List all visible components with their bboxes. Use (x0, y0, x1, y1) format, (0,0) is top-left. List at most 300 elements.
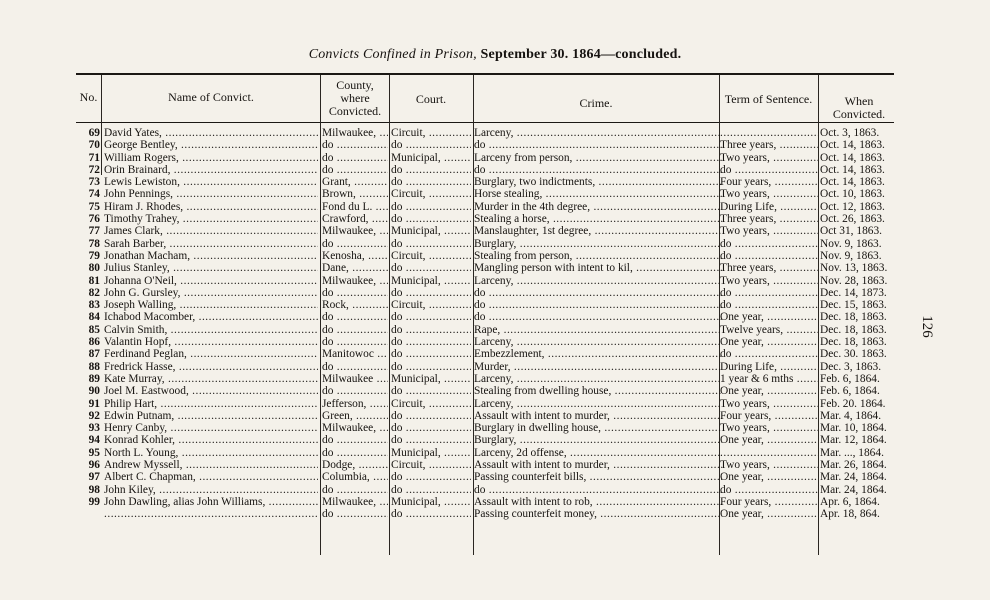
cell-when-text: Dec. 30. 1863. (820, 348, 887, 361)
cell-term (720, 348, 818, 360)
table-row (76, 398, 906, 410)
cell-no-text: 89 (88, 372, 100, 385)
cell-county (322, 459, 388, 471)
cell-court (391, 471, 471, 483)
cell-no-text: 92 (88, 409, 100, 422)
cell-court (391, 213, 471, 225)
cell-name-text: Andrew Myssell, ..... (104, 459, 318, 471)
table-row (76, 287, 906, 299)
cell-name (104, 447, 318, 459)
table-row (76, 238, 906, 250)
table-row (76, 434, 906, 446)
cell-county (322, 422, 388, 434)
cell-no-text: 82 (88, 286, 100, 299)
cell-name-text: Ichabod Macomber, ..... (104, 311, 318, 323)
cell-no-text: 79 (88, 249, 100, 262)
cell-crime-text: Larceny, ..... (474, 373, 722, 385)
cell-name-text: Kate Murray, ..... (104, 373, 318, 385)
cell-crime (474, 385, 722, 397)
cell-name-text: Orin Brainard, ..... (104, 164, 318, 176)
cell-no (76, 287, 100, 299)
cell-county (322, 398, 388, 410)
cell-name-text (104, 508, 318, 520)
cell-when (820, 410, 902, 422)
cell-crime-text: Larceny, ..... (474, 398, 722, 410)
cell-term (720, 164, 818, 176)
cell-when-text: Oct. 14, 1863. (820, 163, 885, 176)
cell-term-text: do ..... (720, 484, 818, 496)
cell-term-text: Four years, ..... (720, 176, 818, 188)
convict-table-body (76, 127, 906, 521)
cell-county-text: do ..... (322, 385, 388, 397)
table-row (76, 324, 906, 336)
cell-court-text: do ..... (391, 361, 471, 373)
cell-no-text: 75 (88, 200, 100, 213)
cell-county (322, 447, 388, 459)
cell-when-text: Feb. 6, 1864. (820, 372, 880, 385)
cell-name (104, 213, 318, 225)
cell-crime-text: do ..... (474, 287, 722, 299)
cell-county (322, 361, 388, 373)
table-row (76, 361, 906, 373)
cell-name (104, 459, 318, 471)
cell-county-text: Rock, ..... (322, 299, 388, 311)
cell-crime-text: do ..... (474, 311, 722, 323)
cell-name (104, 188, 318, 200)
cell-name (104, 324, 318, 336)
title-prefix: Convicts Confined in Prison, (308, 47, 477, 62)
cell-term (720, 188, 818, 200)
cell-no-text: 76 (88, 213, 100, 226)
cell-crime-text: Passing counterfeit bills, ..... (474, 471, 722, 483)
cell-court (391, 447, 471, 459)
cell-name-text: Edwin Putnam, ..... (104, 410, 318, 422)
cell-name-text: Timothy Trahey, ..... (104, 213, 318, 225)
cell-term (720, 275, 818, 287)
cell-no-text: 80 (88, 262, 100, 275)
cell-court (391, 434, 471, 446)
cell-term-text: One year, ..... (720, 336, 818, 348)
cell-term (720, 287, 818, 299)
cell-no (76, 213, 100, 225)
cell-term-text: During Life, ..... (720, 201, 818, 213)
cell-term (720, 410, 818, 422)
cell-crime-text: Larceny, ..... (474, 275, 722, 287)
cell-no (76, 348, 100, 360)
cell-name (104, 336, 318, 348)
cell-term-text: One year, ..... (720, 471, 818, 483)
cell-crime (474, 250, 722, 262)
cell-court (391, 225, 471, 237)
cell-crime-text: Horse stealing, ..... (474, 188, 722, 200)
cell-name (104, 164, 318, 176)
cell-term (720, 508, 818, 520)
cell-crime (474, 324, 722, 336)
cell-when (820, 336, 902, 348)
cell-county-text: Milwaukee ..... (322, 373, 388, 385)
cell-term-text: do ..... (720, 348, 818, 360)
header-court: Court. (415, 92, 447, 106)
cell-court-text: do ..... (391, 348, 471, 360)
cell-no-text: 88 (88, 360, 100, 373)
cell-no (76, 139, 100, 151)
cell-name-text: William Rogers, ..... (104, 152, 318, 164)
cell-county-text: Grant, ..... (322, 176, 388, 188)
cell-court-text: do ..... (391, 287, 471, 299)
cell-crime-text: Stealing from dwelling house, ..... (474, 385, 722, 397)
cell-county-text: Milwaukee, ..... (322, 127, 388, 139)
cell-no (76, 459, 100, 471)
cell-name-text: Ferdinand Peglan, ..... (104, 348, 318, 360)
cell-county-text: do ..... (322, 139, 388, 151)
cell-court-text: do ..... (391, 176, 471, 188)
cell-name-text: Lewis Lewiston, ..... (104, 176, 318, 188)
cell-term (720, 385, 818, 397)
cell-term-text: One year, ..... (720, 311, 818, 323)
table-row (76, 152, 906, 164)
cell-county (322, 188, 388, 200)
cell-when (820, 127, 902, 139)
cell-crime (474, 238, 722, 250)
cell-when-text: Feb. 6, 1864. (820, 385, 880, 398)
cell-crime-text: Assault with intent to murder, ..... (474, 410, 722, 422)
cell-when-text: Apr. 18, 864. (820, 508, 880, 521)
cell-name-text: Joel M. Eastwood, ..... (104, 385, 318, 397)
cell-county-text: Dane, ..... (322, 262, 388, 274)
cell-term-text: 1 year & 6 mths ..... (720, 373, 818, 385)
cell-when-text: Mar. ..., 1864. (820, 446, 884, 459)
cell-when (820, 275, 902, 287)
cell-court-text: Circuit, ..... (391, 250, 471, 262)
cell-no (76, 373, 100, 385)
cell-county (322, 373, 388, 385)
cell-term-text: do ..... (720, 238, 818, 250)
cell-crime-text: do ..... (474, 164, 722, 176)
cell-name-text: Albert C. Chapman, ..... (104, 471, 318, 483)
table-row (76, 496, 906, 508)
cell-no-text: 83 (88, 299, 100, 312)
cell-court (391, 422, 471, 434)
cell-name (104, 508, 318, 520)
cell-court-text: do ..... (391, 164, 471, 176)
cell-term (720, 225, 818, 237)
cell-no (76, 361, 100, 373)
cell-county (322, 201, 388, 213)
cell-no (76, 336, 100, 348)
cell-no-text: 91 (88, 397, 100, 410)
cell-crime (474, 188, 722, 200)
cell-term (720, 459, 818, 471)
cell-term-text: Three years, ..... (720, 262, 818, 274)
table-row (76, 201, 906, 213)
cell-name-text: James Clark, ..... (104, 225, 318, 237)
cell-county (322, 348, 388, 360)
cell-court (391, 287, 471, 299)
cell-court (391, 398, 471, 410)
cell-when (820, 176, 902, 188)
cell-name (104, 127, 318, 139)
table-row (76, 299, 906, 311)
cell-when-text: Apr. 6, 1864. (820, 495, 880, 508)
cell-county-text: do ..... (322, 434, 388, 446)
cell-county (322, 225, 388, 237)
cell-court (391, 410, 471, 422)
cell-name (104, 373, 318, 385)
cell-name-text: Hiram J. Rhodes, ..... (104, 201, 318, 213)
cell-when (820, 508, 902, 520)
cell-name (104, 398, 318, 410)
cell-county (322, 152, 388, 164)
cell-name (104, 496, 318, 508)
cell-court (391, 336, 471, 348)
cell-county (322, 139, 388, 151)
cell-county-text: Manitowoc ..... (322, 348, 388, 360)
cell-name-text: Henry Canby, ..... (104, 422, 318, 434)
cell-crime (474, 176, 722, 188)
cell-court (391, 152, 471, 164)
cell-county-text: Dodge, ..... (322, 459, 388, 471)
cell-name (104, 361, 318, 373)
table-row (76, 373, 906, 385)
cell-court-text: Circuit, ..... (391, 398, 471, 410)
cell-when (820, 361, 902, 373)
cell-no (76, 385, 100, 397)
cell-court (391, 250, 471, 262)
cell-no-text: 70 (88, 139, 100, 152)
cell-when (820, 373, 902, 385)
cell-crime (474, 201, 722, 213)
cell-no (76, 262, 100, 274)
cell-county-text: Fond du L. ..... (322, 201, 388, 213)
cell-court-text: do ..... (391, 385, 471, 397)
cell-no (76, 324, 100, 336)
cell-name (104, 311, 318, 323)
cell-when-text: Mar. 26, 1864. (820, 459, 887, 472)
cell-no (76, 410, 100, 422)
cell-county-text: do ..... (322, 238, 388, 250)
cell-county (322, 434, 388, 446)
cell-name (104, 152, 318, 164)
cell-court (391, 484, 471, 496)
table-row (76, 250, 906, 262)
cell-county-text: Milwaukee, ..... (322, 496, 388, 508)
cell-crime-text: Rape, ..... (474, 324, 722, 336)
table-row (76, 385, 906, 397)
cell-term (720, 324, 818, 336)
cell-when (820, 188, 902, 200)
cell-crime (474, 410, 722, 422)
table-row (76, 484, 906, 496)
cell-when-text: Oct. 12, 1863. (820, 200, 885, 213)
cell-court (391, 311, 471, 323)
cell-name-text: Jonathan Macham, ..... (104, 250, 318, 262)
cell-court (391, 373, 471, 385)
cell-court (391, 324, 471, 336)
cell-when-text: Oct. 26, 1863. (820, 213, 885, 226)
cell-court-text: do ..... (391, 336, 471, 348)
header-name: Name of Convict. (168, 90, 254, 104)
cell-county (322, 324, 388, 336)
cell-term-text: During Life, ..... (720, 361, 818, 373)
cell-term-text (720, 447, 818, 459)
cell-term (720, 398, 818, 410)
cell-name (104, 201, 318, 213)
cell-term (720, 496, 818, 508)
cell-name (104, 238, 318, 250)
cell-when-text: Nov. 13, 1863. (820, 262, 888, 275)
cell-when (820, 496, 902, 508)
cell-county-text: do ..... (322, 287, 388, 299)
cell-county-text: do ..... (322, 484, 388, 496)
cell-name (104, 225, 318, 237)
cell-when-text: Dec. 18, 1863. (820, 311, 887, 324)
cell-term (720, 471, 818, 483)
cell-term (720, 311, 818, 323)
cell-no (76, 422, 100, 434)
cell-name-text: Calvin Smith, ..... (104, 324, 318, 336)
cell-term-text: Two years, ..... (720, 398, 818, 410)
cell-court-text: Municipal, ..... (391, 152, 471, 164)
cell-when (820, 213, 902, 225)
cell-crime (474, 484, 722, 496)
cell-court-text: do ..... (391, 410, 471, 422)
cell-crime (474, 447, 722, 459)
cell-no-text: 77 (88, 225, 100, 238)
cell-when-text: Dec. 3, 1863. (820, 360, 882, 373)
cell-when (820, 348, 902, 360)
cell-term-text (720, 127, 818, 139)
cell-county (322, 484, 388, 496)
cell-crime-text: Manslaughter, 1st degree, ..... (474, 225, 722, 237)
cell-court-text: do ..... (391, 201, 471, 213)
cell-court-text: Municipal, ..... (391, 275, 471, 287)
cell-name (104, 348, 318, 360)
cell-no-text: 73 (88, 176, 100, 189)
cell-term-text: One year, ..... (720, 434, 818, 446)
cell-no-text: 69 (88, 127, 100, 139)
cell-no (76, 238, 100, 250)
cell-no (76, 434, 100, 446)
cell-county (322, 385, 388, 397)
cell-county-text: Crawford, ..... (322, 213, 388, 225)
cell-when-text: Dec. 15, 1863. (820, 299, 887, 312)
cell-when-text: Dec. 18, 1863. (820, 323, 887, 336)
cell-term-text: Two years, ..... (720, 459, 818, 471)
cell-crime (474, 213, 722, 225)
cell-name (104, 299, 318, 311)
cell-crime (474, 164, 722, 176)
cell-when-text: Oct 31, 1863. (820, 225, 883, 238)
table-row (76, 262, 906, 274)
cell-no (76, 164, 100, 176)
table-row (76, 188, 906, 200)
cell-county (322, 238, 388, 250)
cell-term (720, 152, 818, 164)
table-top-rule (76, 73, 894, 75)
cell-court (391, 164, 471, 176)
cell-county-text: do ..... (322, 508, 388, 520)
header-term: Term of Sentence. (724, 92, 813, 106)
cell-when (820, 311, 902, 323)
cell-crime (474, 496, 722, 508)
cell-crime-text: Murder, ..... (474, 361, 722, 373)
cell-term (720, 238, 818, 250)
cell-court (391, 176, 471, 188)
cell-name-text: Joseph Walling, ..... (104, 299, 318, 311)
cell-when (820, 471, 902, 483)
table-row (76, 459, 906, 471)
cell-no-text: 94 (88, 434, 100, 447)
cell-term (720, 176, 818, 188)
cell-court-text: Circuit, ..... (391, 459, 471, 471)
cell-county (322, 176, 388, 188)
cell-no-text: 85 (88, 323, 100, 336)
cell-term-text: Two years, ..... (720, 152, 818, 164)
cell-court (391, 299, 471, 311)
cell-court-text: do ..... (391, 139, 471, 151)
cell-crime-text: Larceny, ..... (474, 127, 722, 139)
cell-when (820, 238, 902, 250)
cell-county-text: Brown, ..... (322, 188, 388, 200)
cell-court-text: do ..... (391, 471, 471, 483)
cell-name-text: Valantin Hopf, ..... (104, 336, 318, 348)
cell-name (104, 385, 318, 397)
cell-crime (474, 299, 722, 311)
cell-county-text: do ..... (322, 361, 388, 373)
cell-name (104, 176, 318, 188)
cell-term (720, 201, 818, 213)
cell-crime (474, 434, 722, 446)
table-row (76, 275, 906, 287)
cell-name-text: Fredrick Hasse, ..... (104, 361, 318, 373)
cell-crime-text: Larceny, 2d offense, ..... (474, 447, 722, 459)
cell-when (820, 434, 902, 446)
cell-term-text: do ..... (720, 287, 818, 299)
cell-no (76, 311, 100, 323)
cell-crime-text: Burglary, ..... (474, 238, 722, 250)
cell-crime (474, 336, 722, 348)
table-row (76, 336, 906, 348)
cell-when-text: Oct. 10, 1863. (820, 188, 885, 201)
cell-county-text: do ..... (322, 152, 388, 164)
cell-name-text: Sarah Barber, ..... (104, 238, 318, 250)
cell-name-text: George Bentley, ..... (104, 139, 318, 151)
cell-term (720, 262, 818, 274)
cell-county-text: Kenosha, ..... (322, 250, 388, 262)
cell-no (76, 496, 100, 508)
cell-court-text: do ..... (391, 238, 471, 250)
cell-county-text: Green, ..... (322, 410, 388, 422)
cell-when-text: Oct. 14, 1863. (820, 151, 885, 164)
table-row (76, 164, 906, 176)
cell-term (720, 361, 818, 373)
cell-crime-text: Assault with intent to rob, ..... (474, 496, 722, 508)
cell-crime-text: do ..... (474, 299, 722, 311)
cell-name (104, 275, 318, 287)
cell-county-text: Columbia, ..... (322, 471, 388, 483)
cell-when-text: Mar. 24, 1864. (820, 471, 887, 484)
cell-court (391, 201, 471, 213)
cell-no (76, 152, 100, 164)
cell-county (322, 262, 388, 274)
cell-no (76, 398, 100, 410)
cell-no-text: 90 (88, 385, 100, 398)
cell-when (820, 324, 902, 336)
cell-court-text: do ..... (391, 434, 471, 446)
cell-no-text: 78 (88, 237, 100, 250)
cell-when-text: Oct. 14, 1863. (820, 176, 885, 189)
cell-court-text: Municipal, ..... (391, 447, 471, 459)
